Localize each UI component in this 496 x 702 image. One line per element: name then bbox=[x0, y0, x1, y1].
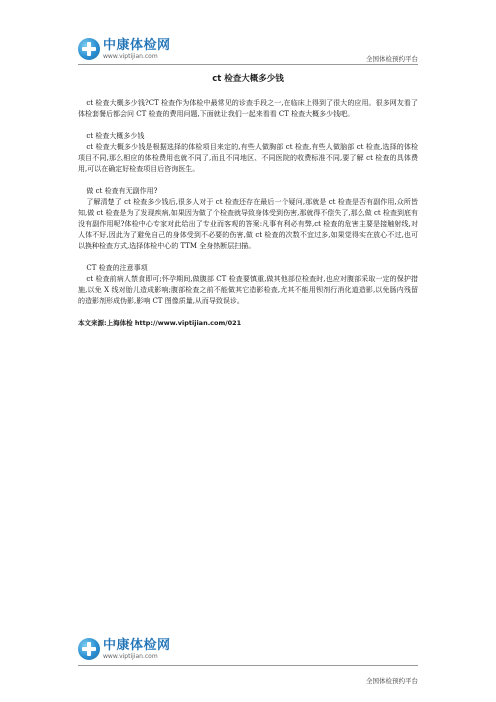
logo-text bbox=[103, 639, 171, 660]
logo-name: 中康体检网 bbox=[103, 37, 171, 53]
section-heading: 做 ct 检查有无副作用? bbox=[86, 187, 158, 195]
section-heading: ct 检查大概多少钱 bbox=[86, 132, 145, 140]
section-body: ct 检查前病人禁食即可;怀孕期间,做腹部 CT 检查要慎重,做其他部位检查时,也应对腹部采取一定的保护措施,以免 X 线对胎儿造成影响;腹部检查之前不能做其它造影检查,尤其不能用钡剂行消化道造影,以免肠内残留的造影剂形成伪影,影响 CT 图像质量,从而导致误诊。 bbox=[78, 275, 418, 305]
header-divider bbox=[78, 64, 418, 65]
spacer bbox=[78, 252, 418, 263]
section-heading: CT 检查的注意事项 bbox=[86, 264, 148, 272]
logo-url: www.viptijian.com bbox=[103, 652, 158, 660]
logo-name: 中康体检网 bbox=[103, 637, 171, 653]
cross-logo-icon bbox=[78, 38, 100, 60]
footer-tagline: 全国体检预约平台 bbox=[366, 677, 418, 685]
intro-paragraph: ct 检查大概多少钱?CT 检查作为体检中最常见的诊查手段之一,在临床上得到了很大的应用。很多网友看了体检套餐后都会问 CT 检查的费用问题,下面就让我们一起来看看 CT 检查大概多少钱吧。 bbox=[78, 99, 418, 118]
logo-text bbox=[103, 39, 171, 60]
header-tagline: 全国体检预约平台 bbox=[366, 55, 418, 63]
footer-divider bbox=[78, 665, 418, 666]
footer-logo[interactable] bbox=[78, 638, 171, 660]
section-body: 了解清楚了 ct 检查多少钱后,很多人对于 ct 检查还存在最后一个疑问,那就是 ct 检查是否有副作用,众所皆知,做 ct 检查是为了发现疾病,如果因为做了个检查就导致身体受到伤害,那就得不偿失了,那么做 ct 检查到底有没有副作用呢?体检中心专家对此给出了专业而客观的答案:凡事有利必有弊,ct 检查的危害主要是接触射线,对人体不好,因此为了避免自己的身体受到不必要的伤害,做 ct 检查的次数不宜过多,如果觉得实在放心不过,也可以换种检查方式,选择体检中心的 TTM 全身热断层扫描。 bbox=[78, 198, 418, 250]
spacer bbox=[78, 120, 418, 131]
logo-url: www.viptijian.com bbox=[103, 52, 158, 60]
article-title: ct 检查大概多少钱 bbox=[212, 74, 284, 84]
article-source-link[interactable]: 本文来源:上海体检 http://www.viptijian.com/021 bbox=[78, 319, 242, 327]
header-logo[interactable] bbox=[78, 38, 171, 60]
spacer bbox=[78, 175, 418, 186]
article bbox=[78, 72, 418, 327]
cross-logo-icon bbox=[78, 638, 100, 660]
section-body: ct 检查大概多少钱是根据选择的体检项目来定的,有些人做胸部 ct 检查,有些人做脑部 ct 检查,选择的体检项目不同,那么相应的体检费用也就不同了,而且不同地区、不同医院的收费标准不同,要了解 ct 检查的具体费用,可以在确定好检查项目后咨询医生。 bbox=[78, 143, 418, 173]
